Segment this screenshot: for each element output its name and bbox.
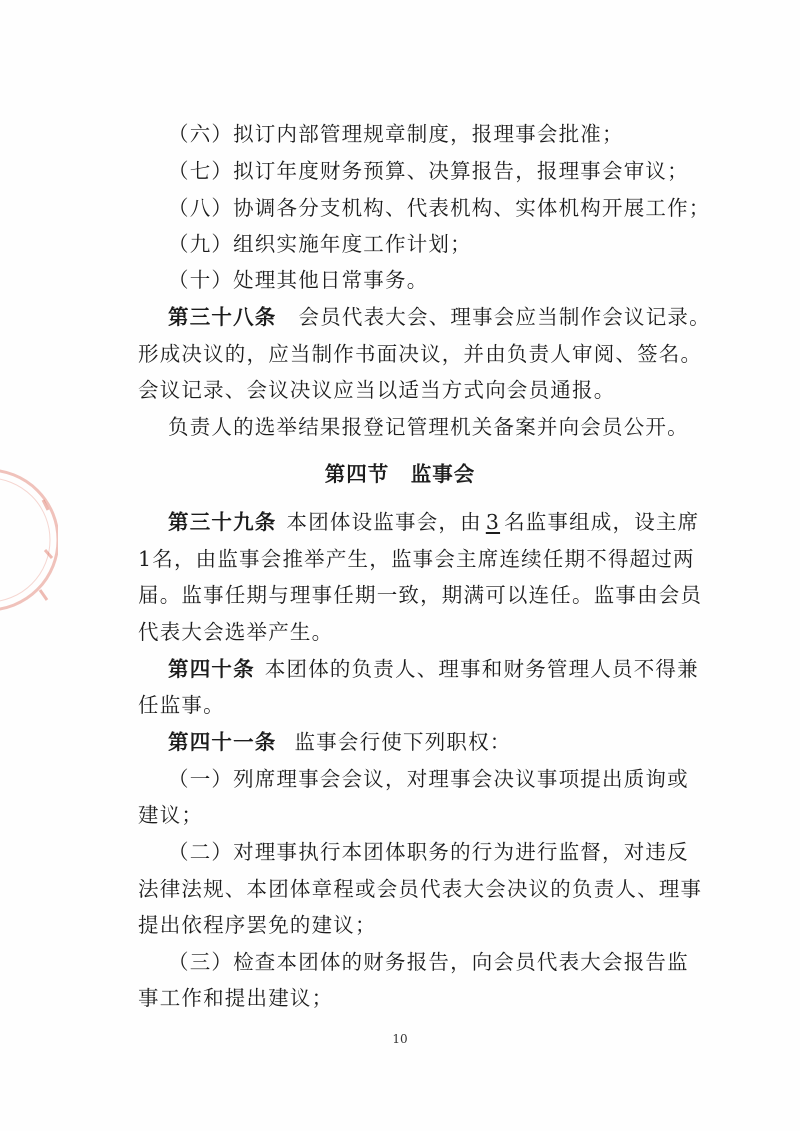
article-39-line-1: [168, 508, 699, 536]
article-41-label: 第四十一条: [168, 730, 277, 754]
article-41-item-1-line-2: 建议；: [138, 803, 204, 827]
list-item-nine: （九）组织实施年度工作计划；: [168, 232, 472, 256]
article-41-item-3-line-2: 事工作和提出建议；: [138, 986, 334, 1010]
article-38-text-1: 会员代表大会、理事会应当制作会议记录。: [298, 305, 711, 329]
article-41-item-3-line-1: （三）检查本团体的财务报告，向会员代表大会报告监: [168, 950, 689, 974]
article-41-item-2-line-2: 法律法规、本团体章程或会员代表大会决议的负责人、理事: [138, 877, 703, 901]
article-40-label: 第四十条: [168, 657, 255, 681]
article-41-item-2-line-1: （二）对理事执行本团体职务的行为进行监督，对违反: [168, 840, 689, 864]
list-item-seven: （七）拟订年度财务预算、决算报告，报理事会审议；: [168, 159, 689, 183]
section-title: 第四节 监事会: [324, 462, 476, 486]
article-38-line-3: 会议记录、会议决议应当以适当方式向会员通报。: [138, 378, 616, 402]
list-item-six: （六）拟订内部管理规章制度，报理事会批准；: [168, 122, 624, 146]
page-number: 10: [392, 1032, 408, 1046]
article-39-label: 第三十九条: [168, 510, 277, 534]
article-41-text-1: 监事会行使下列职权：: [294, 730, 512, 754]
article-38-label: 第三十八条: [168, 305, 277, 329]
list-item-eight: （八）协调各分支机构、代表机构、实体机构开展工作；: [168, 196, 711, 220]
supervisor-count: 3: [485, 510, 501, 534]
article-41-item-2-line-3: 提出依程序罢免的建议；: [138, 913, 377, 937]
article-39-line-3: 届。监事任期与理事任期一致，期满可以连任。监事由会员: [138, 583, 703, 607]
article-40-text-1: 本团体的负责人、理事和财务管理人员不得兼: [264, 657, 699, 681]
article-39-line-2: 1名，由监事会推举产生，监事会主席连续任期不得超过两: [138, 547, 695, 571]
article-41-line-1: [168, 728, 512, 756]
article-41-item-1-line-1: （一）列席理事会会议，对理事会决议事项提出质询或: [168, 767, 689, 791]
article-38-line-2: 形成决议的，应当制作书面决议，并由负责人审阅、签名。: [138, 342, 703, 366]
article-39-text-1b: 名监事组成，设主席: [504, 510, 700, 534]
article-39-line-4: 代表大会选举产生。: [138, 620, 334, 644]
article-39-text-1a: 本团体设监事会，由: [286, 510, 482, 534]
article-38-line-1: [168, 303, 711, 331]
list-item-ten: （十）处理其他日常事务。: [168, 268, 429, 292]
article-40-line-1: [168, 655, 699, 683]
article-40-line-2: 任监事。: [138, 693, 225, 717]
election-paragraph: 负责人的选举结果报登记管理机关备案并向会员公开。: [168, 415, 689, 439]
